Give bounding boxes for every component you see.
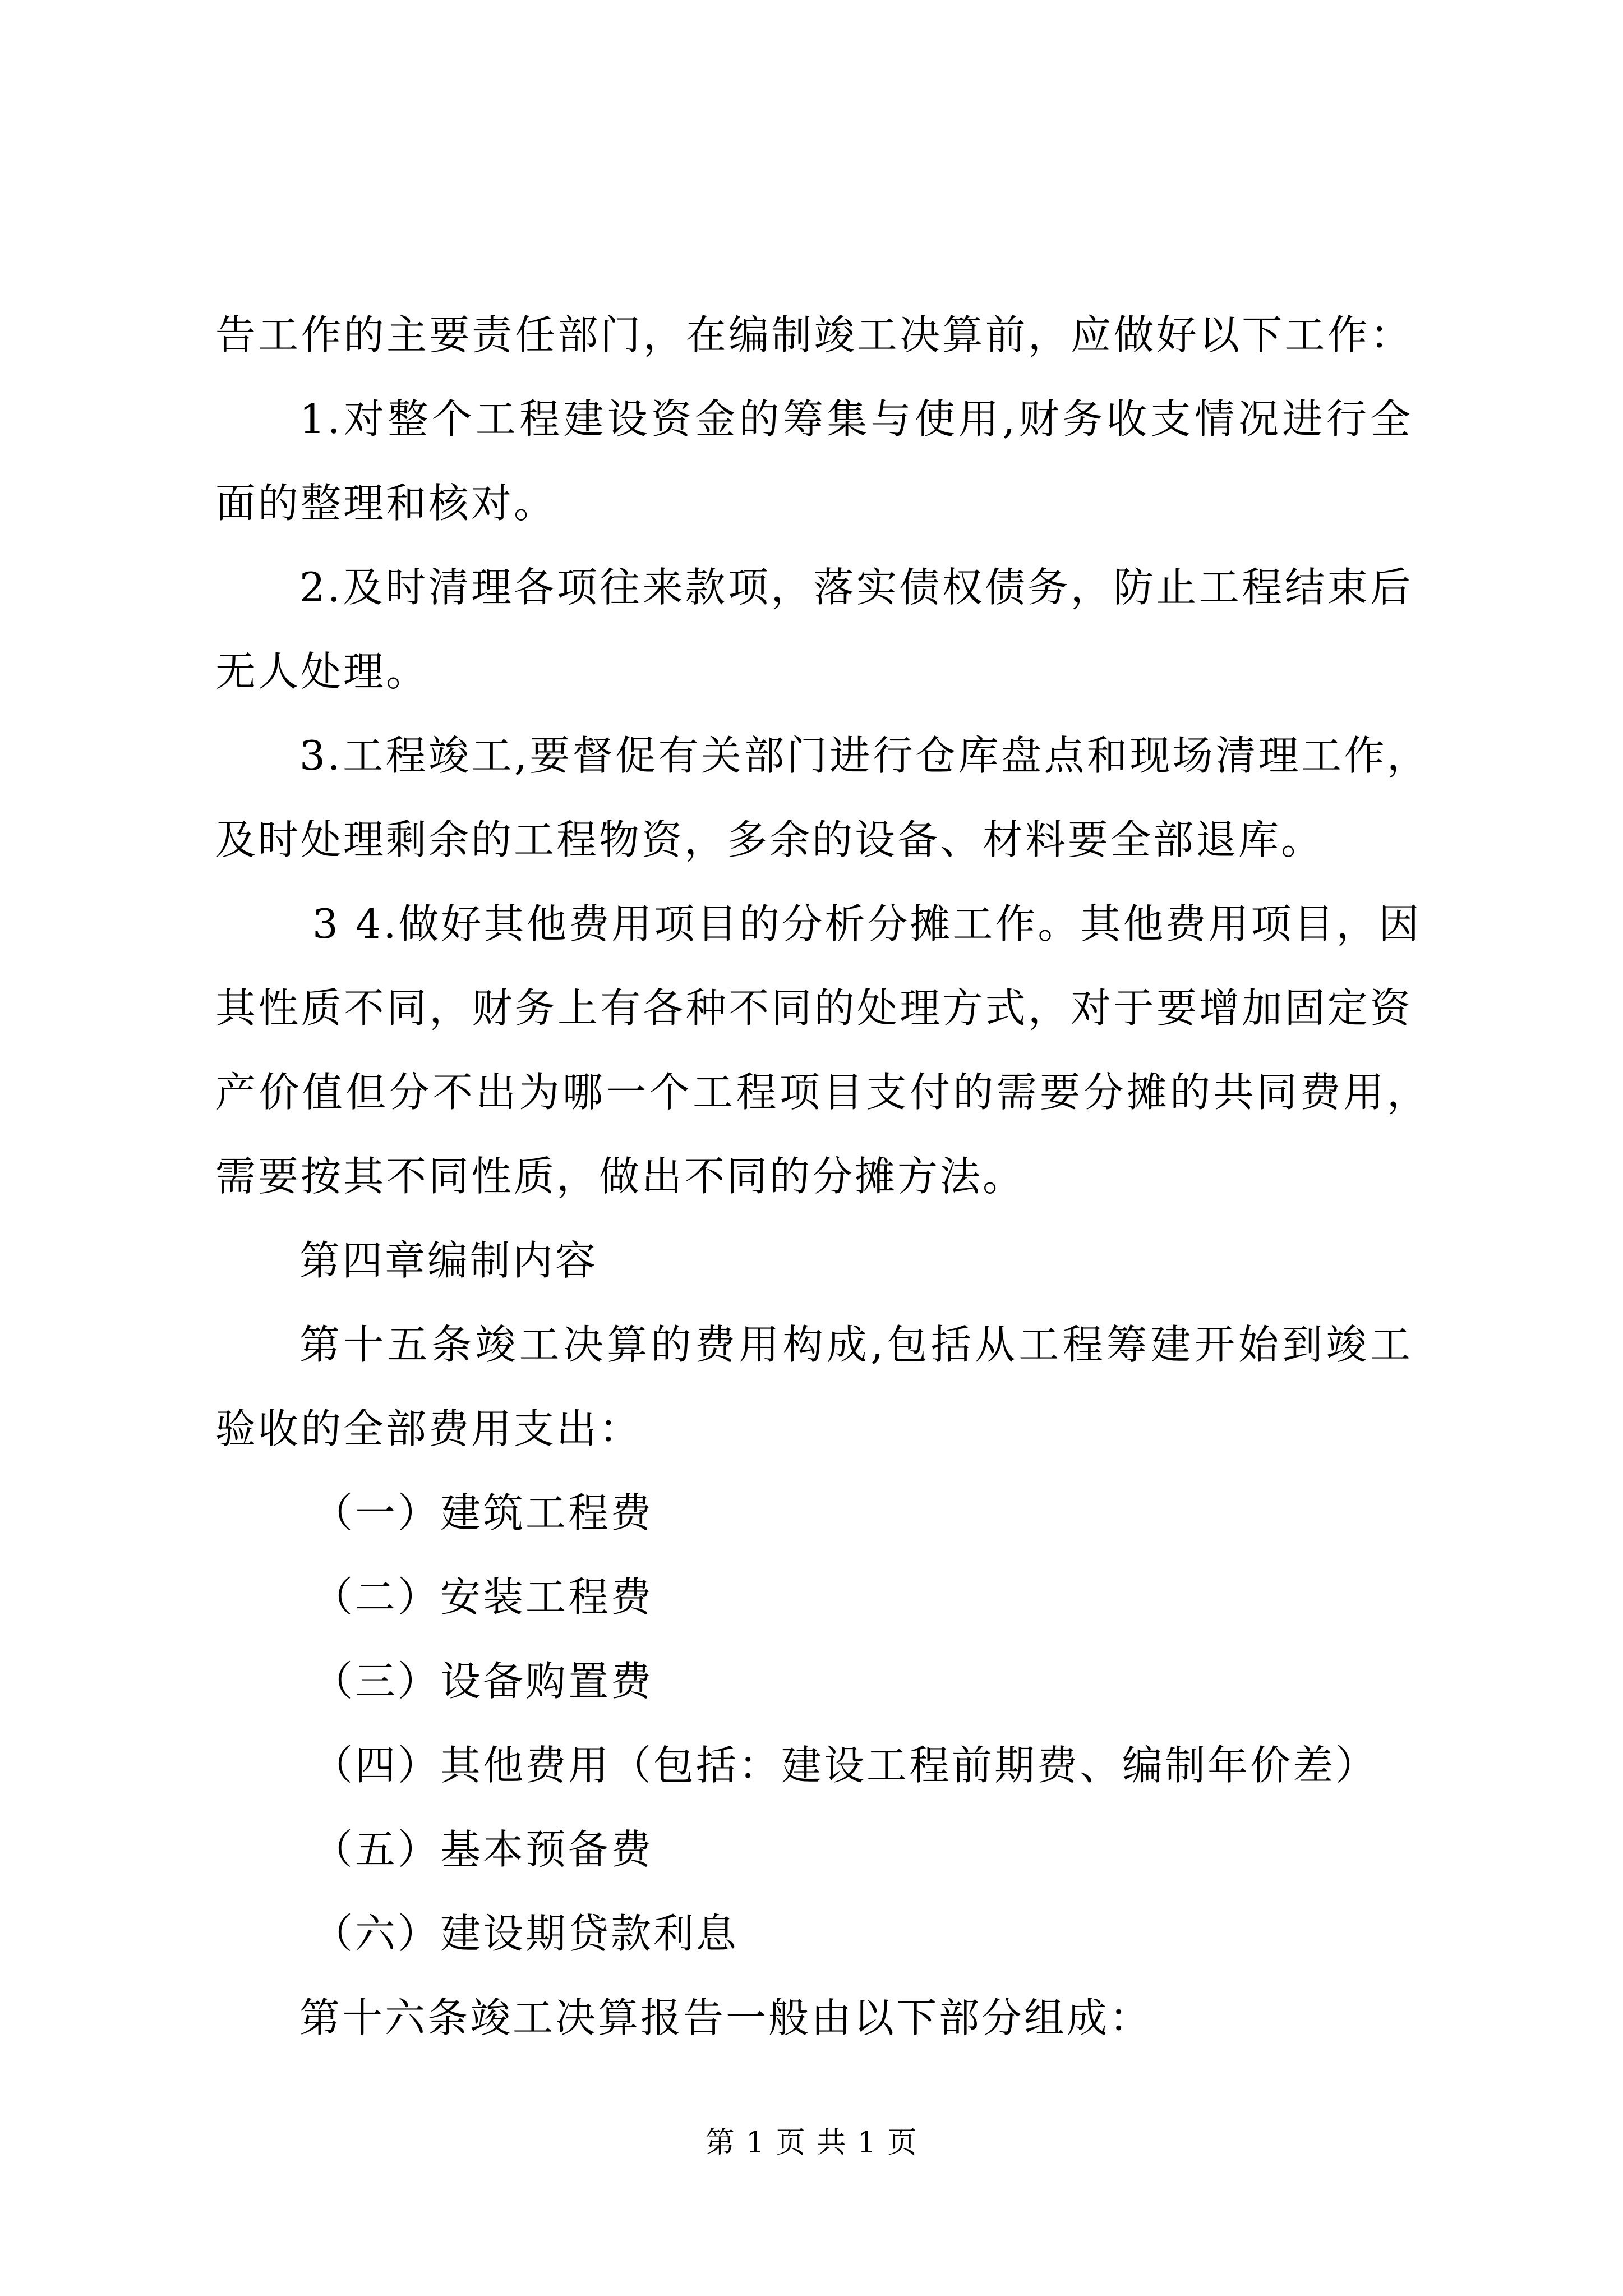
body-line: 产价值但分不出为哪一个工程项目支付的需要分摊的共同费用， xyxy=(215,1069,1430,1116)
body-line: 验收的全部费用支出： xyxy=(215,1405,642,1452)
body-line: 2.及时清理各项往来款项，落实债权债务，防止工程结束后 xyxy=(299,564,1413,611)
body-line: 其性质不同，财务上有各种不同的处理方式，对于要增加固定资 xyxy=(215,984,1413,1032)
chapter-heading: 第四章编制内容 xyxy=(299,1237,598,1284)
body-line: 第十五条竣工决算的费用构成,包括从工程筹建开始到竣工 xyxy=(299,1321,1413,1368)
page-footer: 第 1 页 共 1 页 xyxy=(705,2126,918,2160)
body-line: 及时处理剩余的工程物资，多余的设备、材料要全部退库。 xyxy=(215,816,1324,863)
body-line: 3 4.做好其他费用项目的分析分摊工作。其他费用项目，因 xyxy=(312,900,1422,947)
body-line: 告工作的主要责任部门，在编制竣工决算前，应做好以下工作： xyxy=(215,311,1413,358)
body-line: 面的整理和核对。 xyxy=(215,480,557,527)
body-line: 1.对整个工程建设资金的筹集与使用,财务收支情况进行全 xyxy=(299,395,1413,443)
list-item: （三）设备购置费 xyxy=(312,1658,654,1705)
list-item: （一）建筑工程费 xyxy=(312,1489,654,1536)
list-item: （六）建设期贷款利息 xyxy=(312,1910,739,1957)
list-item: （四）其他费用（包括：建设工程前期费、编制年价差） xyxy=(312,1742,1378,1789)
body-line: 需要按其不同性质，做出不同的分摊方法。 xyxy=(215,1153,1026,1200)
body-line: 3.工程竣工,要督促有关部门进行仓库盘点和现场清理工作， xyxy=(299,732,1430,779)
list-item: （二）安装工程费 xyxy=(312,1573,654,1621)
body-line: 无人处理。 xyxy=(215,648,429,695)
body-line: 第十六条竣工决算报告一般由以下部分组成： xyxy=(299,1994,1152,2041)
list-item: （五）基本预备费 xyxy=(312,1826,654,1873)
